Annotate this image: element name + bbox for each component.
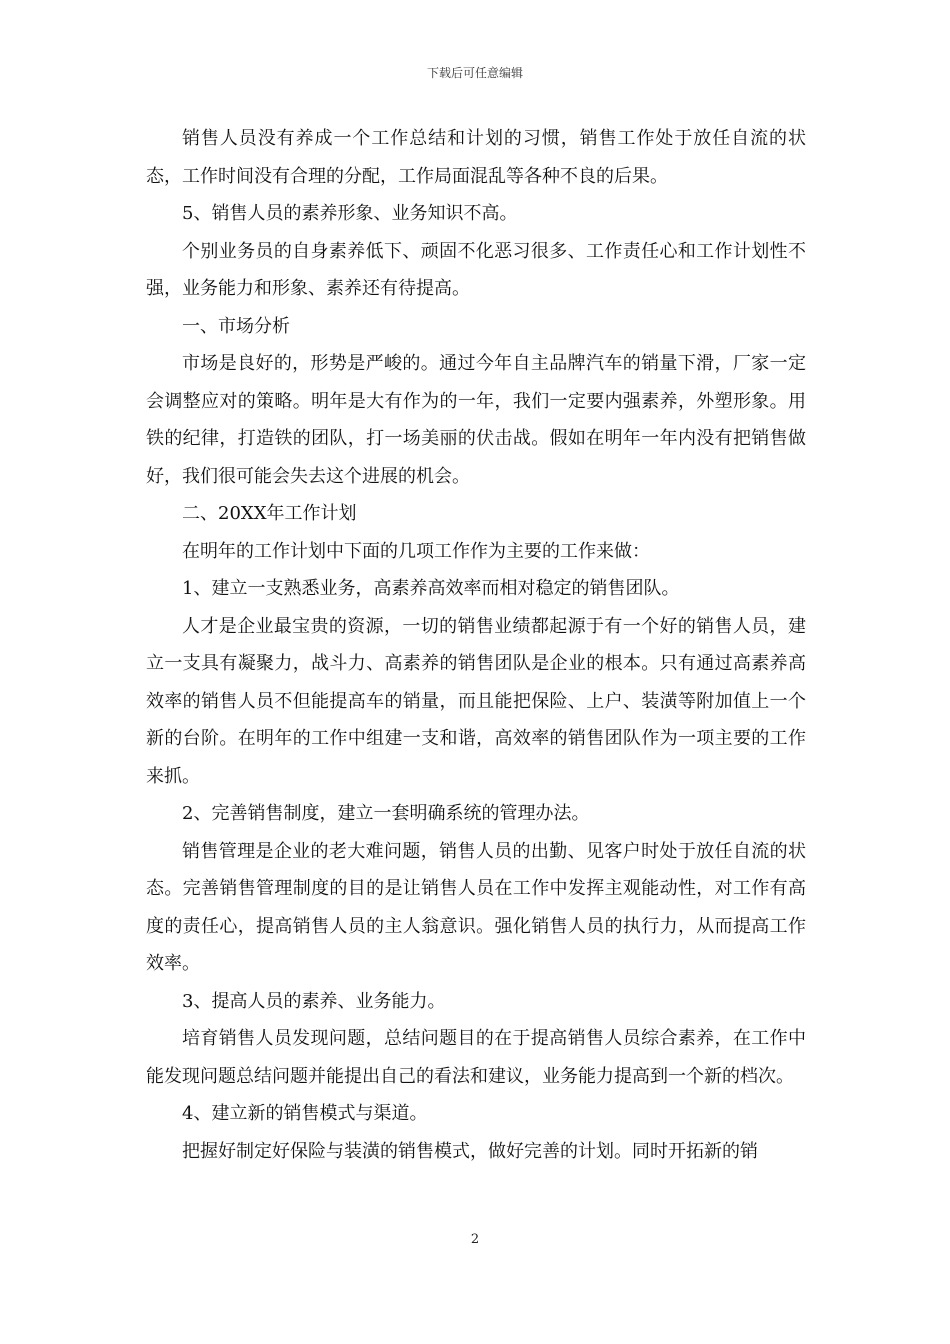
- paragraph-15: 把握好制定好保险与装潢的销售模式，做好完善的计划。同时开拓新的销: [182, 1140, 758, 1162]
- paragraph-1: 销售人员没有养成一个工作总结和计划的习惯，销售工作处于放任自流的状态，工作时间没有合理的分配，工作局面混乱等各种不良的后果。: [146, 128, 806, 187]
- paragraph-4: 一、市场分析: [182, 315, 290, 337]
- paragraph-5: 市场是良好的，形势是严峻的。通过今年自主品牌汽车的销量下滑，厂家一定会调整应对的策略。明年是大有作为的一年，我们一定要内强素养，外塑形象。用铁的纪律，打造铁的团队，打一场美丽的伏击战。假如在明年一年内没有把销售做好，我们很可能会失去这个进展的机会。: [146, 353, 806, 487]
- page-number: 2: [470, 1232, 480, 1247]
- paragraph-11: 销售管理是企业的老大难问题，销售人员的出勤、见客户时处于放任自流的状态。完善销售管理制度的目的是让销售人员在工作中发挥主观能动性，对工作有高度的责任心，提高销售人员的主人翁意识。强化销售人员的执行力，从而提高工作效率。: [146, 840, 806, 974]
- document-body: [146, 120, 806, 1170]
- paragraph-7: 在明年的工作计划中下面的几项工作作为主要的工作来做：: [182, 540, 650, 562]
- paragraph-2: 5、销售人员的素养形象、业务知识不高。: [182, 203, 518, 224]
- paragraph-14: 4、建立新的销售模式与渠道。: [182, 1103, 428, 1124]
- paragraph-8: 1、建立一支熟悉业务，高素养高效率而相对稳定的销售团队。: [182, 578, 680, 599]
- paragraph-10: 2、完善销售制度，建立一套明确系统的管理办法。: [182, 803, 590, 824]
- page-header: 下载后可任意编辑: [426, 66, 523, 80]
- paragraph-9: 人才是企业最宝贵的资源，一切的销售业绩都起源于有一个好的销售人员，建立一支具有凝聚力，战斗力、高素养的销售团队是企业的根本。只有通过高素养高效率的销售人员不但能提高车的销量，而且能把保险、上户、装潢等附加值上一个新的台阶。在明年的工作中组建一支和谐，高效率的销售团队作为一项主要的工作来抓。: [146, 615, 806, 787]
- paragraph-3: 个别业务员的自身素养低下、顽固不化恶习很多、工作责任心和工作计划性不强，业务能力和形象、素养还有待提高。: [146, 240, 806, 299]
- paragraph-12: 3、提高人员的素养、业务能力。: [182, 990, 446, 1012]
- paragraph-13: 培育销售人员发现问题，总结问题目的在于提高销售人员综合素养，在工作中能发现问题总结问题并能提出自己的看法和建议，业务能力提高到一个新的档次。: [146, 1028, 806, 1087]
- paragraph-6: 二、20XX年工作计划: [182, 503, 357, 524]
